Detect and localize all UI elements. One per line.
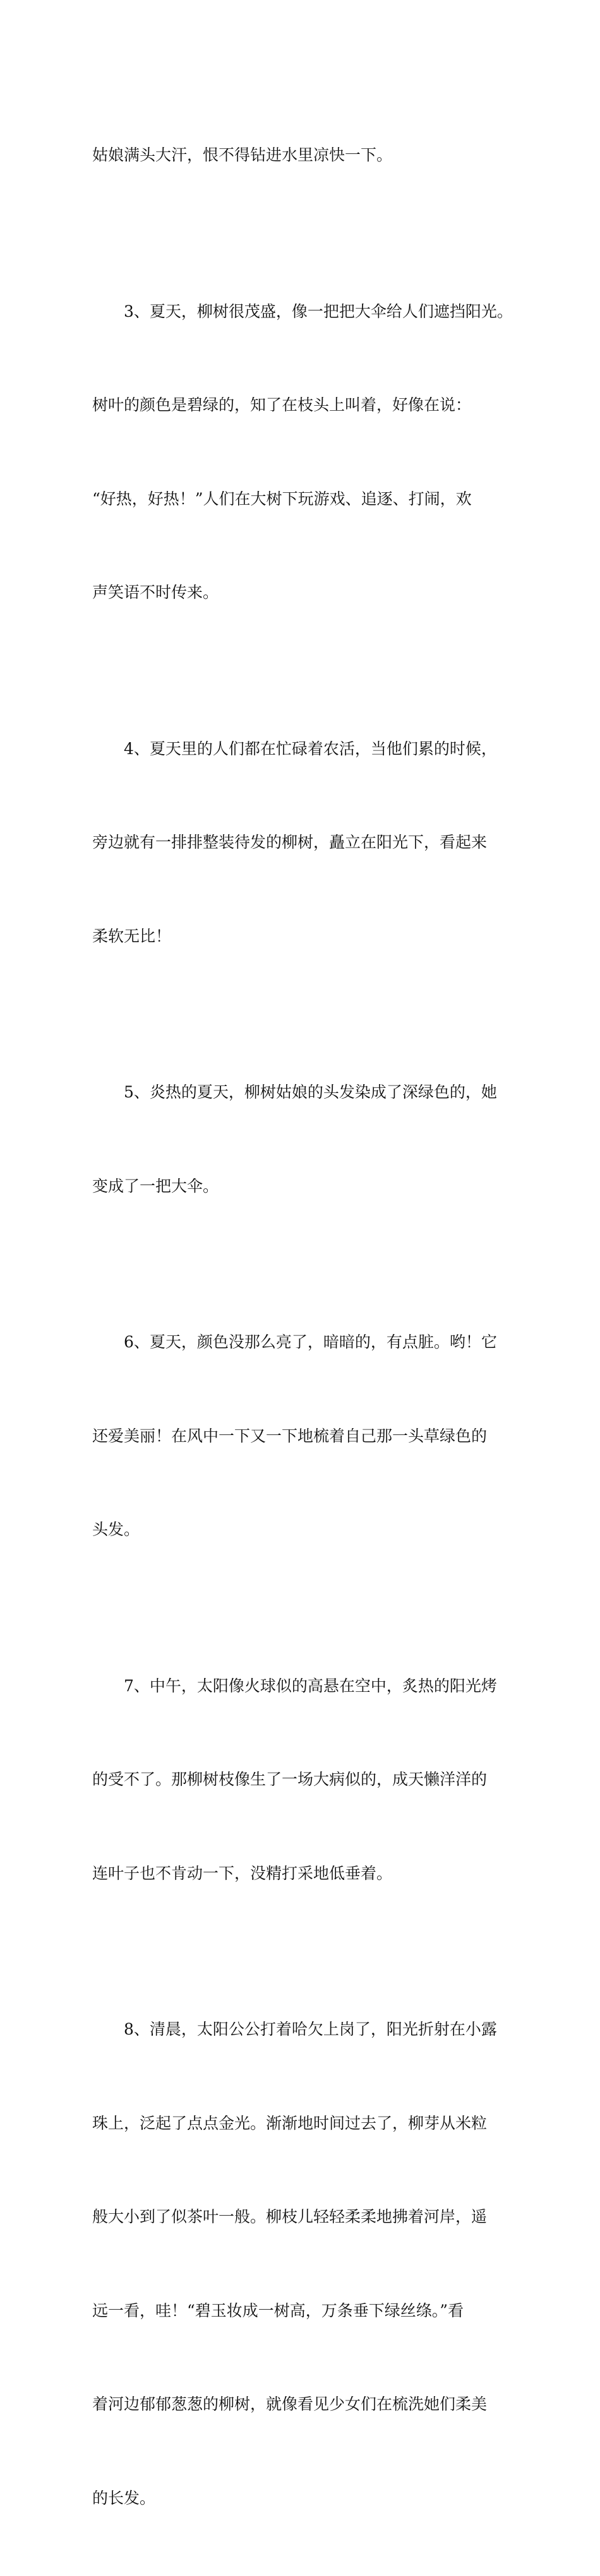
paragraph-item-5	[92, 1014, 512, 1264]
text-line: “好热，好热！”人们在大树下玩游戏、追逐、打闹，欢	[92, 489, 472, 508]
text-line: 6、夏天，颜色没那么亮了，暗暗的，有点脏。哟！它	[124, 1333, 497, 1351]
text-line: 姑娘满头大汗，恨不得钻进水里凉快一下。	[92, 146, 393, 164]
paragraph-item-6	[92, 1264, 512, 1608]
text-line: 远一看，哇！“碧玉妆成一树高，万条垂下绿丝绦。”看	[92, 2301, 464, 2320]
text-line: 柔软无比！	[92, 926, 172, 945]
paragraph-continuation	[92, 77, 512, 233]
text-line: 5、炎热的夏天，柳树姑娘的头发染成了深绿色的，她	[124, 1083, 497, 1101]
text-line: 树叶的颜色是碧绿的，知了在枝头上叫着，好像在说：	[92, 396, 472, 414]
text-line: 8、清晨，太阳公公打着哈欠上岗了，阳光折射在小露	[124, 2020, 497, 2038]
text-line: 珠上，泛起了点点金光。渐渐地时间过去了，柳芽从米粒	[92, 2113, 488, 2132]
text-line: 4、夏天里的人们都在忙碌着农活，当他们累的时候，	[124, 739, 497, 758]
text-line: 的受不了。那柳树枝像生了一场大病似的，成天懒洋洋的	[92, 1770, 488, 1788]
text-line: 3、夏天，柳树很茂盛，像一把把大伞给人们遮挡阳光。	[124, 302, 513, 321]
paragraph-item-7	[92, 1608, 512, 1952]
text-line: 声笑语不时传来。	[92, 583, 219, 601]
text-line: 7、中午，太阳像火球似的高悬在空中，炙热的阳光烤	[124, 1676, 497, 1695]
text-line: 的长发。	[92, 2488, 156, 2507]
paragraph-item-8	[92, 1951, 512, 2576]
text-line: 变成了一把大伞。	[92, 1176, 219, 1195]
text-line: 还爱美丽！在风中一下又一下地梳着自己那一头草绿色的	[92, 1426, 488, 1445]
paragraph-item-3	[92, 233, 512, 671]
text-line: 着河边郁郁葱葱的柳树，就像看见少女们在梳洗她们柔美	[92, 2395, 488, 2413]
text-line: 旁边就有一排排整装待发的柳树，矗立在阳光下，看起来	[92, 833, 488, 851]
text-line: 般大小到了似茶叶一般。柳枝儿轻轻柔柔地拂着河岸，遥	[92, 2207, 488, 2226]
text-line: 连叶子也不肯动一下，没精打采地低垂着。	[92, 1864, 393, 1882]
text-line: 头发。	[92, 1520, 140, 1539]
document-body	[92, 77, 512, 2576]
paragraph-item-4	[92, 671, 512, 1015]
